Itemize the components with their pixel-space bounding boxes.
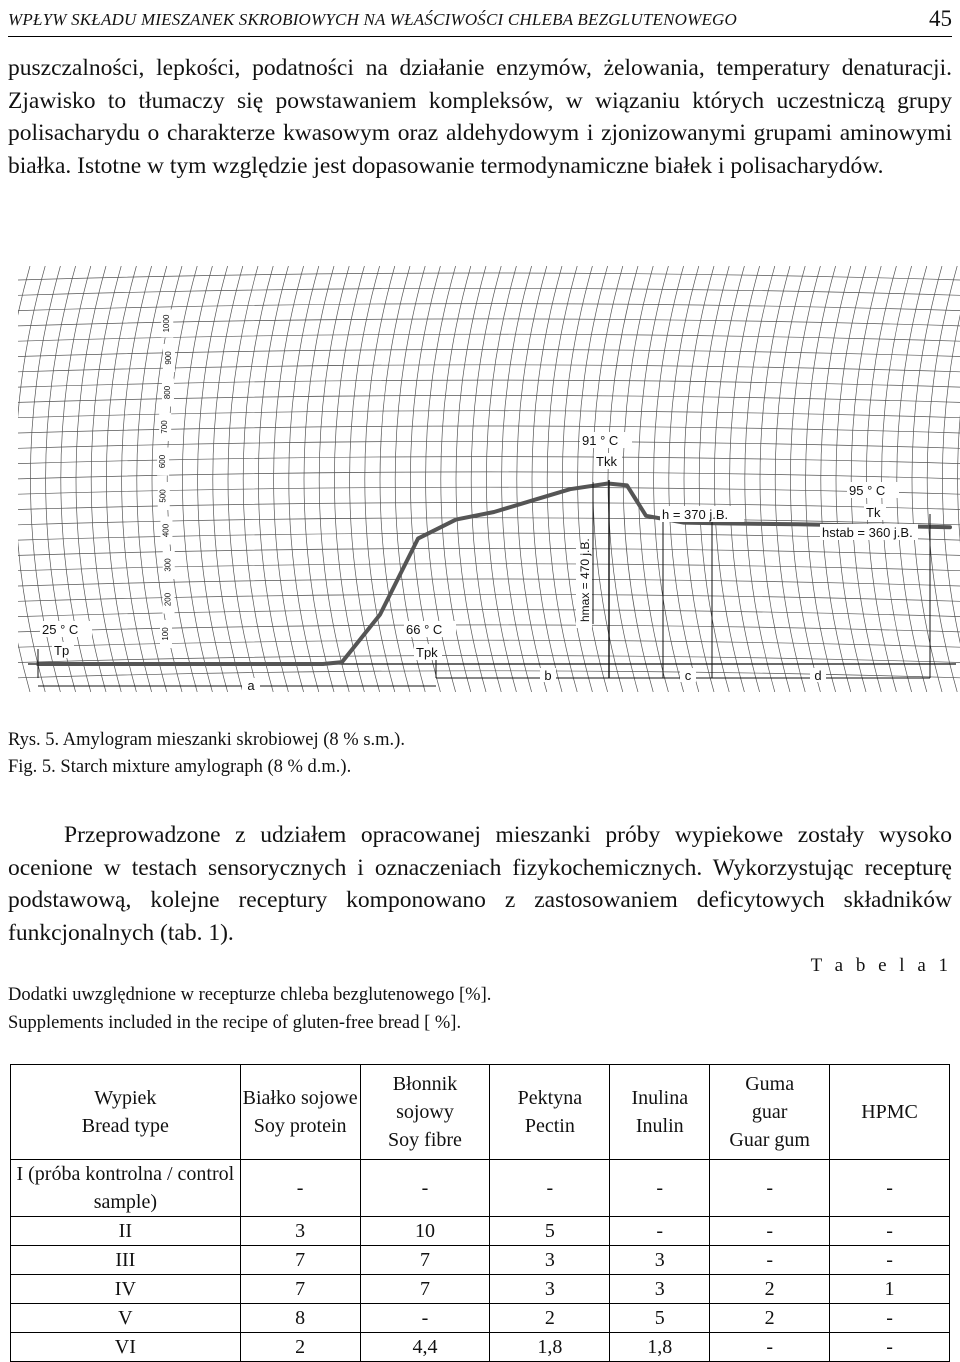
- table-cell: 2: [710, 1304, 830, 1333]
- table-cell: -: [490, 1160, 610, 1217]
- table-row: [11, 1160, 950, 1217]
- table-cell: 2: [710, 1275, 830, 1304]
- table-caption-pl: Dodatki uwzględnione w recepturze chleba bezglutenowego [%].: [8, 985, 491, 1006]
- table-cell: 3: [490, 1275, 610, 1304]
- row-label: V: [11, 1304, 241, 1333]
- table-cell: 1: [830, 1275, 950, 1304]
- tp-label: Tp: [54, 643, 69, 658]
- table-cell: 2: [490, 1304, 610, 1333]
- table-cell: -: [710, 1333, 830, 1362]
- temp-onset-label: 66 ° C: [406, 622, 442, 637]
- h-stab-label: hstab = 360 j.B.: [822, 525, 913, 540]
- table-label: T a b e l a 1: [811, 955, 952, 977]
- scale-tick-label: 800: [163, 385, 172, 399]
- segment-d-label: d: [814, 668, 821, 683]
- table-cell: 7: [240, 1275, 360, 1304]
- table-cell: 3: [490, 1246, 610, 1275]
- table-cell: -: [610, 1160, 710, 1217]
- tpk-label: Tpk: [416, 645, 438, 660]
- scale-tick-label: 500: [159, 489, 168, 503]
- table-cell: -: [830, 1160, 950, 1217]
- header-hpmc: HPMC: [830, 1065, 950, 1160]
- figure-caption-en: Fig. 5. Starch mixture amylograph (8 % d.m.).: [8, 757, 351, 778]
- scale-tick-label: 300: [164, 558, 173, 572]
- scale-tick-label: 700: [160, 420, 169, 434]
- h-peak-label: h = 370 j.B.: [662, 507, 728, 522]
- table-cell: 7: [360, 1275, 490, 1304]
- table-cell: -: [830, 1333, 950, 1362]
- intro-paragraph: [8, 52, 952, 182]
- amylogram-chart: [18, 266, 960, 692]
- table-cell: -: [360, 1304, 490, 1333]
- scale-tick-label: 1000: [162, 314, 171, 332]
- scale-tick-label: 100: [161, 627, 170, 641]
- table-cell: 4,4: [360, 1333, 490, 1362]
- table-cell: -: [240, 1160, 360, 1217]
- row-label: III: [11, 1246, 241, 1275]
- scale-tick-label: 900: [164, 351, 173, 365]
- table-cell: 8: [240, 1304, 360, 1333]
- table-cell: 7: [240, 1246, 360, 1275]
- header-guar-gum: Guma guar Guar gum: [710, 1065, 830, 1160]
- temp-end-label: 95 ° C: [849, 483, 885, 498]
- table-cell: 5: [490, 1217, 610, 1246]
- row-label: VI: [11, 1333, 241, 1362]
- table-row: [11, 1246, 950, 1275]
- tk-label: Tk: [866, 505, 881, 520]
- scale-tick-label: 600: [158, 454, 167, 468]
- table-cell: -: [710, 1217, 830, 1246]
- table-cell: -: [360, 1160, 490, 1217]
- table-row: [11, 1304, 950, 1333]
- header-inulin: Inulina Inulin: [610, 1065, 710, 1160]
- row-label: IV: [11, 1275, 241, 1304]
- temp-peak-label: 91 ° C: [582, 433, 618, 448]
- running-header: [8, 6, 952, 37]
- table-cell: 3: [610, 1246, 710, 1275]
- body-paragraph: [8, 819, 952, 949]
- supplements-table: [10, 1064, 950, 1362]
- row-label: I (próba kontrolna / control sample): [11, 1160, 241, 1217]
- body-paragraph-text: Przeprowadzone z udziałem opracowanej mieszanki próby wypiekowe zostały wysoko ocenione w testach sensorycznych i oznaczeniach fizykochemicznych. Wykorzystując recepturę podstawową, kolejne receptury komponowano z zastosowaniem deficytowych składników funkcjonalnych (tab. 1).: [8, 819, 952, 949]
- intro-paragraph-text: puszczalności, lepkości, podatności na działanie enzymów, żelowania, temperatury denaturacji. Zjawisko to tłumaczy się powstawaniem kompleksów, w wiązaniu których uczestniczą grupy polisacharydu o charakterze kwasowym oraz aldehydowym i zjonizowanymi grupami aminowymi białka. Istotne w tym względzie jest dopasowanie termodynamiczne białek i polisacharydów.: [8, 52, 952, 182]
- header-soy-protein: Białko sojowe Soy protein: [240, 1065, 360, 1160]
- segment-b-label: b: [544, 668, 551, 683]
- table-cell: -: [830, 1217, 950, 1246]
- temp-start-label: 25 ° C: [42, 622, 78, 637]
- table-row: [11, 1217, 950, 1246]
- header-pectin: Pektyna Pectin: [490, 1065, 610, 1160]
- scale-tick-label: 200: [164, 592, 173, 606]
- table-caption-en: Supplements included in the recipe of gluten-free bread [ %].: [8, 1013, 461, 1034]
- running-title: WPŁYW SKŁADU MIESZANEK SKROBIOWYCH NA WŁAŚCIWOŚCI CHLEBA BEZGLUTENOWEGO: [8, 10, 737, 30]
- table-cell: 7: [360, 1246, 490, 1275]
- table-cell: 1,8: [490, 1333, 610, 1362]
- table-header-row: [11, 1065, 950, 1160]
- page-number: 45: [929, 6, 952, 32]
- row-label: II: [11, 1217, 241, 1246]
- table-cell: -: [710, 1160, 830, 1217]
- scale-tick-label: 400: [161, 523, 170, 537]
- table-row: [11, 1275, 950, 1304]
- table-cell: 5: [610, 1304, 710, 1333]
- segment-c-label: c: [685, 668, 692, 683]
- table-cell: -: [610, 1217, 710, 1246]
- header-bread-type: Wypiek Bread type: [11, 1065, 241, 1160]
- h-max-label: hmax = 470 j.B.: [578, 538, 592, 622]
- table-cell: 1,8: [610, 1333, 710, 1362]
- table-cell: -: [830, 1304, 950, 1333]
- figure-caption-pl: Rys. 5. Amylogram mieszanki skrobiowej (8 % s.m.).: [8, 730, 405, 751]
- table-cell: 2: [240, 1333, 360, 1362]
- table-cell: 10: [360, 1217, 490, 1246]
- table-cell: -: [710, 1246, 830, 1275]
- tkk-label: Tkk: [596, 454, 617, 469]
- table-cell: -: [830, 1246, 950, 1275]
- segment-a-label: a: [247, 678, 255, 692]
- table-cell: 3: [610, 1275, 710, 1304]
- header-soy-fibre: Błonnik sojowy Soy fibre: [360, 1065, 490, 1160]
- table-row: [11, 1333, 950, 1362]
- table-cell: 3: [240, 1217, 360, 1246]
